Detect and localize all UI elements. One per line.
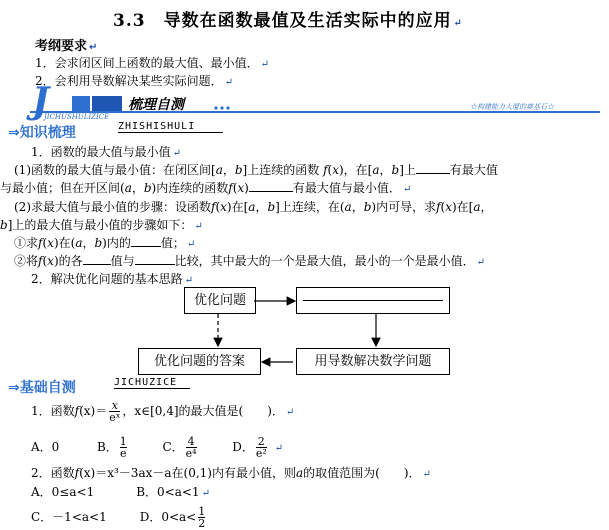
q1-options: A．0 B． $\frac{1}{e}$ C． $\frac{4}{\text{e⁴}}$ D． $\frac{2}{\text{e²}}$ ↵ bbox=[31, 435, 283, 460]
blank-1 bbox=[416, 161, 450, 174]
banner-subtext: JICHUSHULIZICE bbox=[44, 113, 110, 121]
knowledge-step-2: ②将f(x)的各 值与 比较，其中最大的一个是最大值，最小的一个是最小值． ↵ bbox=[14, 254, 486, 268]
q2-options-row1: A．0≤a<1 B．0<a<1 ↵ bbox=[31, 485, 210, 499]
knowledge-pinyin: ZHISHISHULI bbox=[118, 121, 223, 133]
q1-fraction: $\frac{x}{\text{eˣ}}$ bbox=[109, 399, 121, 424]
q2-option-d: D．0<a< $\frac{1}{2}$ bbox=[139, 505, 206, 530]
flow-box-blank-line bbox=[303, 300, 443, 301]
title-text: 导数在函数最值及生活实际中的应用 bbox=[163, 11, 452, 31]
basics-pinyin: JICHUZICE bbox=[114, 377, 190, 389]
blank-4 bbox=[83, 252, 111, 265]
arrow-icon: ⇒ bbox=[8, 380, 20, 396]
banner-slogan: ☆构建能力大厦的奠基石☆ bbox=[470, 103, 554, 111]
flow-box-answer: 优化问题的答案 bbox=[138, 348, 261, 375]
knowledge-step-1: ①求f(x)在(a，b)内的 值； ↵ bbox=[14, 236, 196, 250]
paragraph-mark-icon: ↵ bbox=[453, 18, 463, 29]
knowledge-p1-line1: (1)函数的最大值与最小值：在闭区间[a，b]上连续的函数 f(x)，在[a，b]上 有最大值 bbox=[14, 163, 498, 177]
knowledge-p3: 2．解决优化问题的基本思路 ↵ bbox=[31, 272, 194, 286]
q1-option-a: A．0 bbox=[31, 440, 60, 454]
flow-box-blank bbox=[296, 287, 450, 314]
q2-option-a: A．0≤a<1 bbox=[31, 485, 95, 499]
q2-options-row2 bbox=[31, 506, 207, 529]
arrow-icon: ⇒ bbox=[8, 125, 20, 141]
knowledge-p1-title: 1．函数的最大值与最小值 ↵ bbox=[31, 145, 182, 159]
blank-3 bbox=[131, 234, 161, 247]
knowledge-p2-line1: (2)求最大值与最小值的步骤：设函数f(x)在[a，b]上连续，在(a，b)内可导，求f(x)在[a， bbox=[14, 200, 493, 214]
requirement-2: 2．会利用导数解决某些实际问题． ↵ bbox=[35, 74, 234, 88]
section-number: 3.3 bbox=[113, 11, 146, 31]
banner-label: 梳理自测 bbox=[128, 97, 184, 113]
blank-5 bbox=[135, 252, 175, 265]
q1-option-c: C． $\frac{4}{\text{e⁴}}$ bbox=[162, 435, 197, 460]
question-2: 2．函数f(x)＝x³－3ax－a在(0,1)内有最小值，则a的取值范围为( )． ↵ bbox=[31, 466, 431, 480]
requirement-1: 1．会求闭区间上函数的最大值、最小值． ↵ bbox=[35, 56, 270, 70]
flow-box-optimization-problem: 优化问题 bbox=[184, 287, 256, 314]
q1-option-d: D． $\frac{2}{\text{e²}}$ bbox=[232, 435, 267, 460]
knowledge-p2-line2: b]上的最大值与最小值的步骤如下： ↵ bbox=[0, 218, 203, 232]
blank-2 bbox=[249, 179, 293, 192]
q2-option-b: B．0<a<1 bbox=[136, 485, 200, 499]
banner-letter: J bbox=[32, 80, 50, 122]
q1-option-b: B． $\frac{1}{e}$ bbox=[96, 435, 127, 460]
requirements-heading: 考纲要求 ↵ bbox=[35, 39, 98, 54]
knowledge-heading: ⇒知识梳理 bbox=[8, 125, 76, 141]
page-title bbox=[113, 6, 463, 31]
flow-box-derivative-solution: 用导数解决数学问题 bbox=[296, 348, 450, 375]
knowledge-p1-line2: 与最小值；但在开区间(a，b)内连续的函数f(x) 有最大值与最小值． ↵ bbox=[0, 181, 412, 195]
q2-option-c: C．－1<a<1 bbox=[31, 510, 107, 524]
basics-heading: ⇒基础自测 bbox=[8, 380, 76, 396]
question-1: 1．函数f(x)＝ $\frac{x}{\text{eˣ}}$ ，x∈[0,4]的最大值是( )． ↵ bbox=[31, 399, 295, 424]
